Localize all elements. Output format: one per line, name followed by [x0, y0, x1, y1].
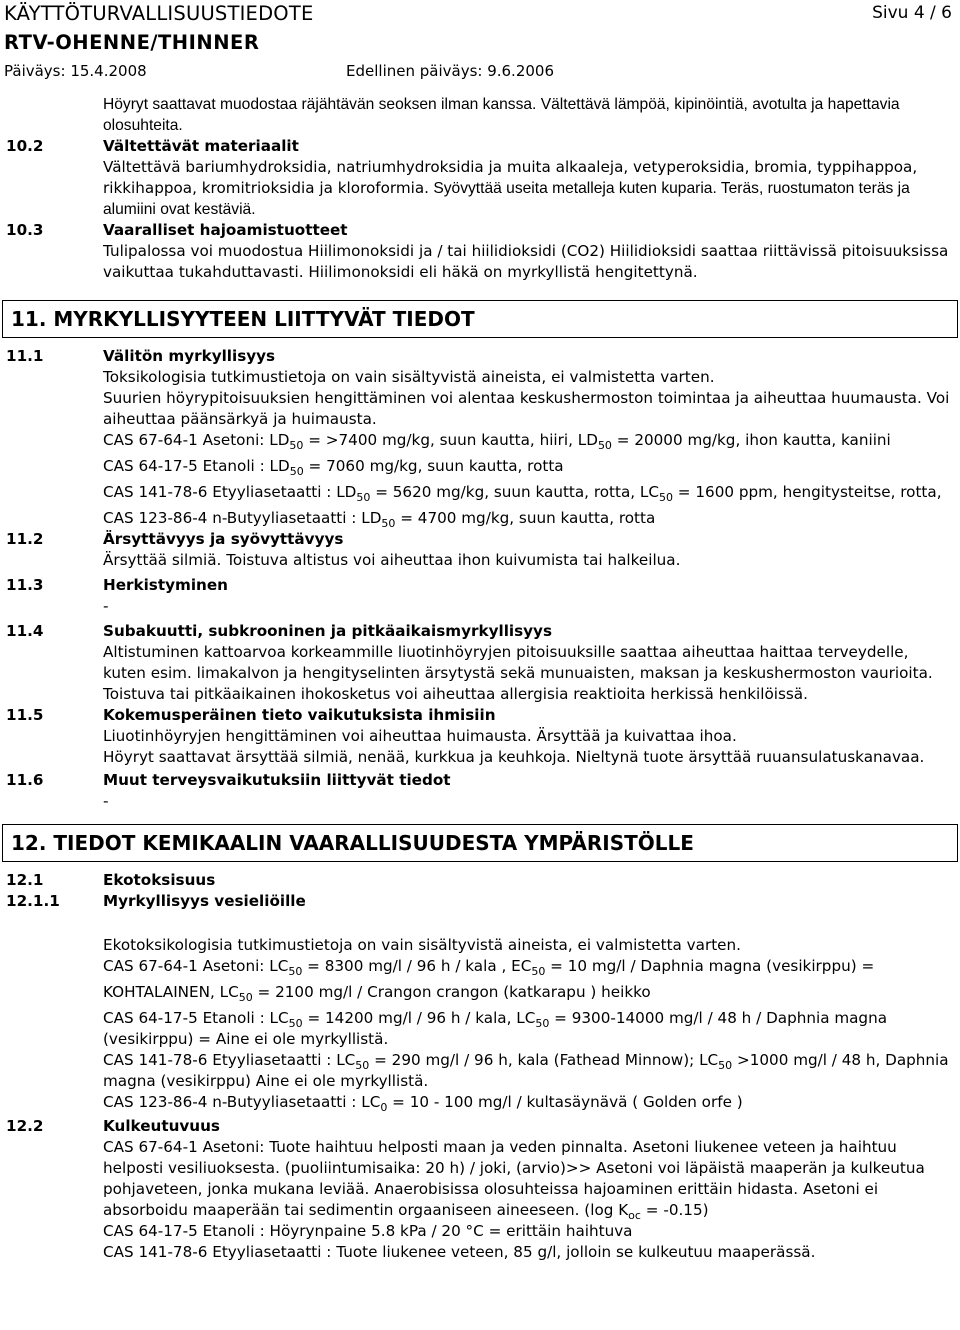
intro-text: Höyryt saattavat muodostaa räjähtävän seoksen ilman kanssa. Vältettävä lämpöä, kipinöintiä, avotulta ja hapettavia olosuhteita. — [103, 96, 900, 134]
subsection-number: 11.3 — [6, 576, 44, 594]
subsection-heading: Kulkeutuvuus — [103, 1117, 220, 1135]
subsection-12-2 — [0, 1116, 960, 1263]
document-title: KÄYTTÖTURVALLISUUSTIEDOTE — [4, 2, 314, 25]
subsection-heading: Vältettävät materiaalit — [103, 137, 299, 155]
subsection-text: CAS 67-64-1 Asetoni: Tuote haihtuu helposti maan ja veden pinnalta. Asetoni liukenee veteen ja haihtuu helposti vesiliuoksesta. (puoliintumisaika: 20 h) / joki, (arvio)>> Asetoni voi läpäistä maaperän ja kulkeutua pohjaveteen, jonka mukana leviää. Anaerobisissa olosuhteissa hajoaminen erittäin hidasta. Asetoni ei absorboidu maaperään tai sedimentin orgaaniseen aineeseen. (log $K_{oc} = -0.15$) — [103, 1138, 925, 1222]
subsection-11-1 — [0, 346, 960, 529]
product-name: RTV-OHENNE/THINNER — [4, 31, 260, 54]
subsection-heading: Herkistyminen — [103, 576, 228, 594]
toxicity-line: CAS 141-78-6 Etyyliasetaatti : $LD_{50} = 5620$ mg/kg, suun kautta, rotta, $LC_{50} = 1600$ ppm, hengitysteitse, rotta, — [103, 483, 942, 504]
ecotox-line: CAS 123-86-4 n-Butyyliasetaatti : $LC_0 = 10 - 100$ mg/l / kultasäynävä ( Golden orfe ) — [103, 1093, 743, 1114]
subsection-10-2 — [0, 136, 960, 220]
toxicity-line: CAS 123-86-4 n-Butyyliasetaatti : $LD_{50} = 4700$ mg/kg, suun kautta, rotta — [103, 509, 656, 530]
subsection-10-3 — [0, 220, 960, 283]
subsection-text: Ekotoksikologisia tutkimustietoja on vain sisältyvistä aineista, ei valmistetta varten. — [103, 936, 741, 954]
subsection-11-6 — [0, 770, 960, 812]
subsection-number: 10.3 — [6, 221, 44, 239]
subsection-text: Höyryt saattavat ärsyttää silmiä, nenää, kurkkua ja keuhkoja. Nieltynä tuote ärsyttää ruuansulatuskanavaa. — [103, 748, 925, 766]
subsection-text: CAS 141-78-6 Etyyliasetaatti : Tuote liukenee veteen, 85 g/l, jolloin se kulkeutuu maaperässä. — [103, 1243, 816, 1261]
subsection-11-4 — [0, 621, 960, 705]
section-10-intro — [0, 94, 960, 136]
subsection-text: Altistuminen kattoarvoa korkeammille liuotinhöyryjen pitoisuuksille saattaa aiheuttaa haittaa terveydelle, kuten esim. limakalvon ja hengityselinten ärsytystä sekä munuaisten, maksan ja keskushermoston vaurioita. Toistuva tai pitkäaikainen ihokosketus voi aiheuttaa allergisia reaktioita herkissä henkilöissä. — [103, 643, 933, 703]
subsection-number: 12.2 — [6, 1117, 44, 1135]
subsection-text: Tulipalossa voi muodostua Hiilimonoksidi ja / tai hiilidioksidi (CO2) Hiilidioksidi saattaa riittävissä pitoisuuksissa vaikuttaa tukahduttavasti. Hiilimonoksidi eli häkä on myrkyllistä hengitettynä. — [103, 242, 949, 281]
subsection-heading: Subakuutti, subkrooninen ja pitkäaikaismyrkyllisyys — [103, 622, 552, 640]
subsection-12-1-1 — [0, 891, 960, 1113]
subsection-text: - — [103, 792, 109, 810]
subsection-heading: Kokemusperäinen tieto vaikutuksista ihmisiin — [103, 706, 496, 724]
subsection-number: 11.6 — [6, 771, 44, 789]
subsection-number: 11.5 — [6, 706, 44, 724]
document-body — [0, 94, 960, 1263]
subsection-11-3 — [0, 575, 960, 617]
subsection-heading: Muut terveysvaikutuksiin liittyvät tiedot — [103, 771, 451, 789]
subsection-11-5 — [0, 705, 960, 768]
subsection-heading: Vaaralliset hajoamistuotteet — [103, 221, 348, 239]
subsection-number: 12.1 — [6, 871, 44, 889]
subsection-number: 11.4 — [6, 622, 44, 640]
subsection-heading: Ärsyttävyys ja syövyttävyys — [103, 530, 344, 548]
subsection-number: 10.2 — [6, 137, 44, 155]
subsection-text: Vältettävä bariumhydroksidia, natriumhydroksidia ja muita alkaaleja, vetyperoksidia, bromia, typpihappoa, rikkihappoa, kromitrioksidia ja kloroformia. Syövyttää useita metalleja kuten kuparia. Teräs, ruostumaton teräs ja alumiini ovat kestäviä. — [103, 158, 918, 218]
subsection-text: CAS 64-17-5 Etanoli : Höyrynpaine 5.8 kPa / 20 °C = erittäin haihtuva — [103, 1222, 633, 1240]
ecotox-line: CAS 141-78-6 Etyyliasetaatti : $LC_{50} = 290$ mg/l / 96 h, kala (Fathead Minnow); $LC_{50} >1000$ mg/l / 48 h, Daphnia magna (vesikirppu) Aine ei ole myrkyllistä. — [103, 1051, 949, 1090]
page-number: Sivu 4 / 6 — [872, 3, 952, 23]
section-11-title: 11. MYRKYLLISYYTEEN LIITTYVÄT TIEDOT — [2, 300, 958, 338]
subsection-12-1 — [0, 870, 960, 891]
previous-date: Edellinen päiväys: 9.6.2006 — [346, 62, 555, 80]
issue-date: Päiväys: 15.4.2008 — [4, 62, 147, 80]
subsection-heading: Ekotoksisuus — [103, 871, 216, 889]
ecotox-line: CAS 64-17-5 Etanoli : $LC_{50} = 14200$ mg/l / 96 h / kala, $LC_{50} = 9300-14000$ mg/l / 48 h / Daphnia magna (vesikirppu) = Aine ei ole myrkyllistä. — [103, 1009, 887, 1048]
subsection-text: Ärsyttää silmiä. Toistuva altistus voi aiheuttaa ihon kuivumista tai halkeilua. — [103, 551, 681, 569]
subsection-heading: Myrkyllisyys vesieliöille — [103, 892, 306, 910]
subsection-text: Suurien höyrypitoisuuksien hengittäminen voi alentaa keskushermoston toimintaa ja aiheuttaa huumausta. Voi aiheuttaa päänsärkyä ja huimausta. — [103, 389, 950, 428]
subsection-number: 11.2 — [6, 530, 44, 548]
subsection-heading: Välitön myrkyllisyys — [103, 347, 276, 365]
ecotox-line: CAS 67-64-1 Asetoni: $LC_{50} = 8300$ mg/l / 96 h / kala , $EC_{50} = 10$ mg/l / Daphnia magna (vesikirppu) = — [103, 957, 875, 978]
toxicity-line: CAS 64-17-5 Etanoli : $LD_{50} = 7060$ mg/kg, suun kautta, rotta — [103, 457, 564, 478]
subsection-text: Toksikologisia tutkimustietoja on vain sisältyvistä aineista, ei valmistetta varten. — [103, 368, 715, 386]
subsection-number: 12.1.1 — [6, 892, 60, 910]
subsection-text: Liuotinhöyryjen hengittäminen voi aiheuttaa huimausta. Ärsyttää ja kuivattaa ihoa. — [103, 727, 737, 745]
subsection-number: 11.1 — [6, 347, 44, 365]
section-12-title: 12. TIEDOT KEMIKAALIN VAARALLISUUDESTA YMPÄRISTÖLLE — [2, 824, 958, 862]
ecotox-line: KOHTALAINEN, $LC_{50} = 2100$ mg/l / Crangon crangon (katkarapu ) heikko — [103, 983, 651, 1004]
subsection-text: - — [103, 597, 109, 615]
toxicity-line: CAS 67-64-1 Asetoni: $LD_{50} = >7400$ mg/kg, suun kautta, hiiri, $LD_{50} = 20000$ mg/kg, ihon kautta, kaniini — [103, 431, 891, 452]
subsection-11-2 — [0, 529, 960, 571]
